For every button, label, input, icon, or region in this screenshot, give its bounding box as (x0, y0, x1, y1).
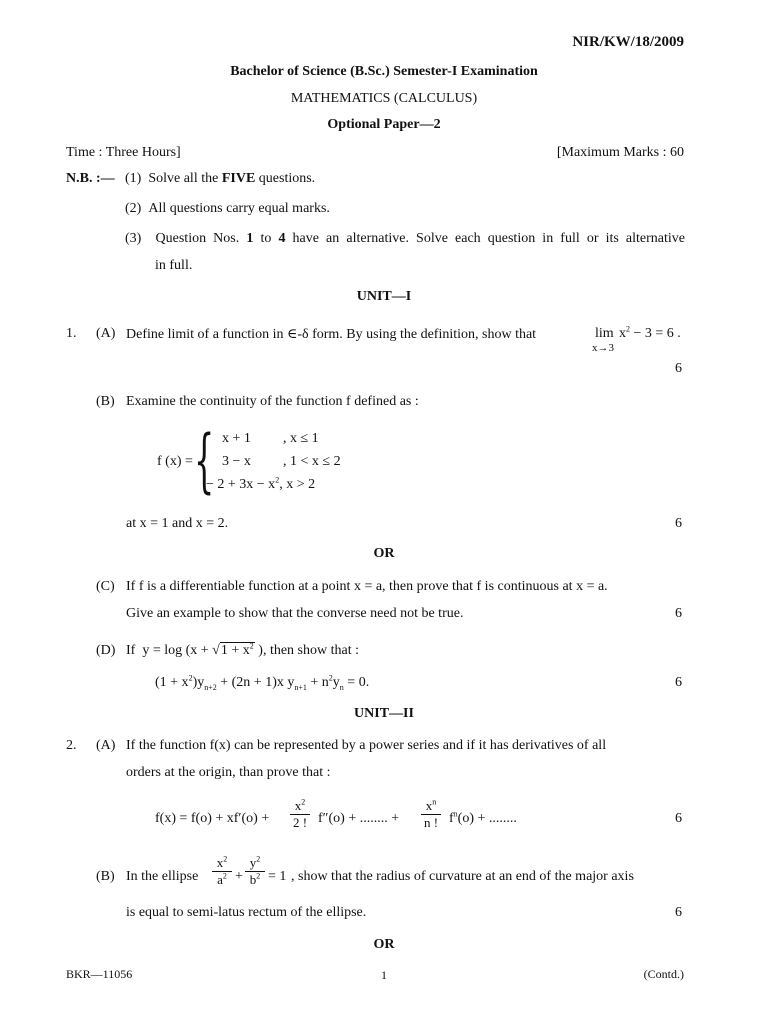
q1a-label: (A) (96, 326, 116, 341)
or-divider: OR (373, 546, 395, 561)
nb-item-text: have an alternative. Solve each question in full or its alternative (285, 231, 685, 246)
q1b-label: (B) (96, 394, 115, 409)
eq-part: y (332, 675, 340, 690)
series-f-sup: n (453, 809, 458, 819)
nb-item-text: to (253, 231, 279, 246)
time-label: Time : Three Hours] (66, 145, 181, 160)
frac-num-base: x (294, 798, 302, 813)
unit-1-title: UNIT—I (356, 289, 412, 304)
case-3-cond: , x > 2 (279, 477, 316, 492)
sqrt-base: 1 + x (220, 643, 250, 658)
frac-den: n ! (423, 815, 439, 830)
sqrt-radicand (220, 642, 255, 658)
lim-expression (619, 326, 681, 342)
q1c-marks: 6 (675, 606, 682, 621)
frac-den-pow: 2 (256, 871, 261, 881)
series-f: f (449, 811, 454, 826)
q1c-label: (C) (96, 579, 115, 594)
q1d-if: If (126, 643, 136, 658)
frac-den-base: b (249, 872, 257, 887)
lim-power: 2 (626, 324, 630, 334)
series-lhs: f(x) = f(o) + xf′(o) + (155, 811, 270, 826)
nb-item-2 (125, 201, 330, 217)
exam-title: Bachelor of Science (B.Sc.) Semester-I Examination (230, 64, 538, 79)
subject-title: MATHEMATICS (CALCULUS) (290, 91, 478, 106)
brace-icon: { (194, 419, 215, 501)
q1c-line-2: Give an example to show that the converse need not be true. (126, 606, 464, 621)
or-divider: OR (373, 937, 395, 952)
max-marks-label: [Maximum Marks : 60 (556, 145, 684, 160)
q1d-then: , then show that : (262, 643, 359, 658)
q1c-line-1: If f is a differentiable function at a point x = a, then prove that f is continuous at x = a. (126, 579, 608, 594)
q1d-close: ) (258, 643, 263, 658)
nb-item-number: (1) (125, 171, 142, 186)
case-1-cond: , x ≤ 1 (283, 431, 319, 446)
footer-contd: (Contd.) (643, 967, 684, 981)
q2b-marks: 6 (675, 905, 682, 920)
series-tail (449, 811, 517, 827)
fraction-x2-over-a2 (212, 855, 232, 888)
sqrt-power: 2 (249, 641, 254, 651)
nb-label: N.B. :— (66, 171, 115, 186)
nb-item-text: questions. (255, 171, 316, 186)
case-2-expr: 3 − x (222, 454, 251, 469)
q1b-at: at x = 1 and x = 2. (126, 516, 229, 531)
eq-sup: 2 (328, 673, 333, 683)
eq-sub: n (339, 682, 344, 692)
frac-num-base: x (425, 798, 433, 813)
footer-code: BKR—11056 (66, 967, 133, 981)
frac-num-base: y (249, 855, 257, 870)
eq-sub: n+1 (294, 682, 307, 692)
nb-item-text: Solve all the (148, 171, 222, 186)
q2b-pre: In the ellipse (126, 869, 199, 884)
page-number: 1 (381, 968, 387, 982)
nb-item-number: (3) (125, 231, 142, 246)
case-1-expr: x + 1 (222, 431, 251, 446)
lim-base: x (619, 326, 626, 341)
fraction-xn-over-nfact (421, 798, 441, 831)
lim-word: lim (595, 326, 614, 341)
frac-num-base: x (216, 855, 224, 870)
frac-num-pow: 2 (301, 797, 306, 807)
frac-den (245, 872, 265, 888)
case-3-power: 2 (275, 475, 280, 485)
frac-den-base: a (217, 872, 223, 887)
q2a-label: (A) (96, 738, 116, 753)
eq-part: + n (306, 675, 329, 690)
fraction-x2-over-2fact (290, 798, 310, 831)
frac-den (212, 872, 232, 888)
frac-num-pow: 2 (256, 854, 261, 864)
frac-num-pow: n (432, 797, 437, 807)
plus-sign: + (235, 869, 243, 884)
nb-item-bold: 4 (278, 231, 286, 246)
frac-num (421, 798, 441, 814)
q1a-marks: 6 (675, 361, 682, 376)
q1a-text: Define limit of a function in ∈-δ form. By using the definition, show that (126, 327, 537, 342)
q1d-equation (155, 675, 369, 691)
paper-title: Optional Paper—2 (327, 117, 441, 132)
lim-rest: − 3 = 6 . (630, 326, 681, 341)
paper-code: NIR/KW/18/2009 (572, 34, 684, 50)
unit-2-title: UNIT—II (354, 706, 414, 721)
q1d-text: If $y = \log (x + √1 + x^2$ ), then show that : (126, 641, 359, 658)
frac-num (245, 855, 265, 871)
nb-item-number: (2) (125, 201, 142, 216)
equals-one: = 1 (268, 869, 287, 884)
nb-item-1 (125, 171, 315, 187)
nb-item-bold: FIVE (221, 171, 256, 186)
nb-item-text: All questions carry equal marks. (148, 201, 330, 216)
q2a-marks: 6 (675, 811, 682, 826)
frac-den: 2 ! (292, 815, 308, 830)
piecewise-fx: f (x) = (157, 454, 193, 469)
q2b-post: , show that the radius of curvature at an end of the major axis (291, 869, 634, 884)
q1d-marks: 6 (675, 675, 682, 690)
q1b-marks: 6 (675, 516, 682, 531)
q2b-line-2: is equal to semi-latus rectum of the ellipse. (126, 905, 367, 920)
q1b-text: Examine the continuity of the function f defined as : (126, 394, 419, 409)
nb-item-3-cont: in full. (155, 258, 193, 273)
eq-part: + (2n + 1)x y (216, 675, 295, 690)
nb-item-3 (125, 231, 685, 247)
eq-sup: 2 (188, 673, 193, 683)
frac-num (212, 855, 232, 871)
series-end: (o) + ........ (457, 811, 517, 826)
series-mid: f″(o) + ........ + (318, 811, 400, 826)
nb-item-text: Question Nos. (155, 231, 247, 246)
frac-num (290, 798, 310, 814)
q2a-line-2: orders at the origin, than prove that : (126, 765, 331, 780)
fraction-y2-over-b2 (245, 855, 265, 888)
eq-sub: n+2 (204, 682, 217, 692)
case-3-base: − 2 + 3x − x (206, 477, 276, 492)
q1d-y-expr: y = log (x + (142, 643, 209, 658)
case-3-expr (206, 477, 315, 493)
case-2-cond: , 1 < x ≤ 2 (283, 454, 341, 469)
frac-num-pow: 2 (223, 854, 228, 864)
lim-subscript: x→3 (592, 342, 614, 354)
q1d-label: (D) (96, 643, 116, 658)
eq-part: )y (192, 675, 205, 690)
nb-item-bold: 1 (246, 231, 254, 246)
eq-part: = 0. (343, 675, 370, 690)
q2b-label: (B) (96, 869, 115, 884)
q2a-line-1: If the function f(x) can be represented by a power series and if it has derivatives of all (126, 738, 607, 753)
frac-den-pow: 2 (222, 871, 227, 881)
question-number: 1. (66, 326, 77, 341)
question-number: 2. (66, 738, 77, 753)
eq-part: (1 + x (155, 675, 189, 690)
